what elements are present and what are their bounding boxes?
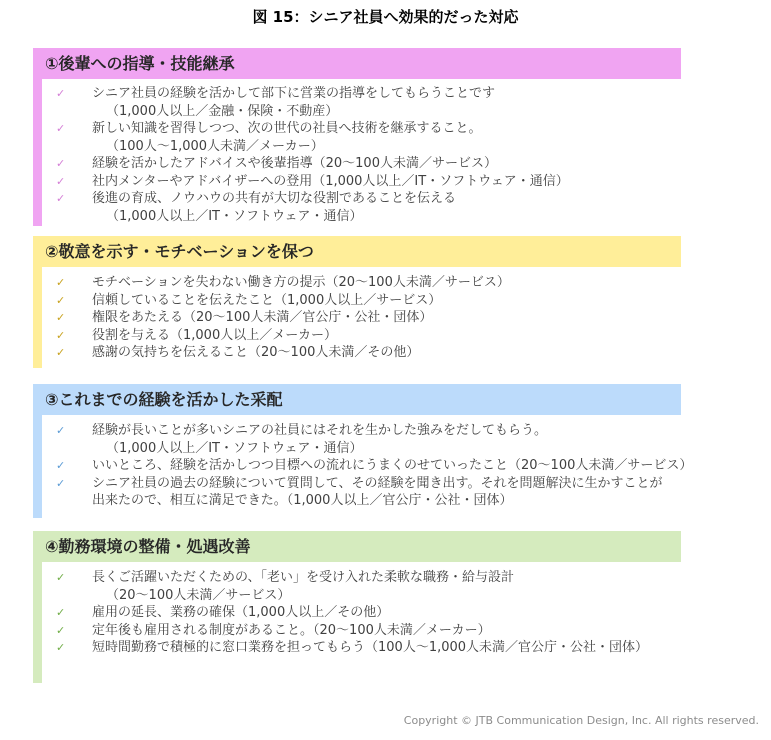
- item-text: モチベーションを失わない働き方の提示（20～100人未満／サービス）: [92, 275, 510, 290]
- list-item: [42, 309, 681, 327]
- section-mentoring: [33, 48, 681, 226]
- checkmark-icon: ✓: [56, 459, 66, 472]
- section-heading: ④勤務環境の整備・処遇改善: [33, 531, 681, 562]
- checkmark-icon: ✓: [56, 157, 66, 170]
- section-leverage-experience: [33, 384, 693, 518]
- item-text: 経験が長いことが多いシニアの社員にはそれを生かした強みをだしてもらう。: [92, 423, 548, 438]
- item-text: 経験を活かしたアドバイスや後輩指導（20～100人未満／サービス）: [92, 156, 497, 171]
- item-list: [42, 85, 681, 225]
- checkmark-icon: ✓: [56, 293, 66, 307]
- list-item: [42, 155, 681, 173]
- section-strip: [33, 267, 42, 368]
- item-detail: （1,000人以上／IT・ソフトウェア・通信）: [106, 440, 363, 456]
- list-item: [42, 274, 681, 292]
- section-heading: ②敬意を示す・モチベーションを保つ: [33, 236, 681, 267]
- section-work-environment: [33, 531, 681, 683]
- list-item: [42, 604, 681, 622]
- checkmark-icon: ✓: [56, 122, 66, 135]
- item-text: 感謝の気持ちを伝えること（20～100人未満／その他）: [92, 345, 420, 360]
- item-text: 権限をあたえる（20～100人未満／官公庁・公社・団体）: [92, 310, 433, 325]
- checkmark-icon: ✓: [56, 328, 66, 342]
- list-item: [42, 85, 681, 120]
- item-text: 短時間勤務で積極的に窓口業務を担ってもらう（100人～1,000人未満／官公庁・公社・団体）: [92, 640, 649, 655]
- item-list: [42, 569, 681, 657]
- checkmark-icon: ✓: [56, 424, 66, 437]
- list-item: [42, 422, 681, 457]
- section-strip: [33, 415, 42, 518]
- list-item: [42, 292, 681, 310]
- item-text: 後進の育成、ノウハウの共有が大切な役割であることを伝える: [92, 191, 457, 206]
- item-text: 雇用の延長、業務の確保（1,000人以上／その他）: [92, 605, 390, 620]
- section-strip: [33, 562, 42, 683]
- list-item: [42, 120, 681, 155]
- checkmark-icon: ✓: [56, 641, 66, 654]
- item-text: 信頼していることを伝えたこと（1,000人以上／サービス）: [92, 292, 442, 308]
- checkmark-icon: ✓: [56, 174, 66, 188]
- copyright-footer: Copyright © JTB Communication Design, Inc. All rights reserved.: [403, 714, 759, 727]
- item-list: [42, 274, 681, 362]
- checkmark-icon: ✓: [56, 623, 66, 637]
- item-text: 役割を与える（1,000人以上／メーカー）: [92, 327, 337, 343]
- list-item: [42, 327, 681, 345]
- item-detail: （1,000人以上／金融・保険・不動産）: [106, 103, 339, 119]
- list-item: [42, 569, 681, 604]
- checkmark-icon: ✓: [56, 476, 66, 490]
- section-heading: ①後輩への指導・技能継承: [33, 48, 681, 79]
- section-heading: ③これまでの経験を活かした采配: [33, 384, 681, 415]
- list-item: [42, 173, 681, 191]
- item-text: 新しい知識を習得しつつ、次の世代の社員へ技術を継承すること。: [92, 121, 482, 136]
- item-detail: （100人～1,000人未満／メーカー）: [106, 138, 324, 154]
- list-item: [42, 639, 681, 657]
- item-text: シニア社員の経験を活かして部下に営業の指導をしてもらうことです: [92, 86, 496, 101]
- item-list: [42, 422, 693, 510]
- section-respect-motivation: [33, 236, 681, 368]
- figure-title: 図 15：シニア社員へ効果的だった対応: [252, 8, 519, 26]
- item-detail: （1,000人以上／IT・ソフトウェア・通信）: [106, 208, 363, 224]
- checkmark-icon: ✓: [56, 87, 66, 100]
- list-item: [42, 457, 693, 475]
- item-text: いいところ、経験を活かしつつ目標への流れにうまくのせていったこと（20～100人未満／サービス）: [92, 458, 693, 473]
- item-text: 社内メンターやアドバイザーへの登用（1,000人以上／IT・ソフトウェア・通信）: [92, 173, 569, 189]
- checkmark-icon: ✓: [56, 571, 66, 584]
- item-text: シニア社員の過去の経験について質問して、その経験を聞き出す。それを問題解決に生かすことが: [92, 475, 663, 491]
- checkmark-icon: ✓: [56, 192, 66, 205]
- item-text: 定年後も雇用される制度があること。（20～100人未満／メーカー）: [92, 622, 491, 638]
- checkmark-icon: ✓: [56, 346, 66, 359]
- checkmark-icon: ✓: [56, 606, 66, 619]
- checkmark-icon: ✓: [56, 311, 66, 324]
- section-strip: [33, 79, 42, 226]
- list-item: [42, 190, 681, 225]
- checkmark-icon: ✓: [56, 276, 66, 289]
- list-item: [42, 622, 681, 640]
- item-detail: （20～100人未満／サービス）: [106, 587, 291, 603]
- list-item: [42, 475, 681, 510]
- item-detail: 出来たので、相互に満足できた。（1,000人以上／官公庁・公社・団体）: [92, 493, 513, 508]
- list-item: [42, 344, 681, 362]
- item-text: 長くご活躍いただくための、「老い」を受け入れた柔軟な職務・給与設計: [92, 570, 514, 585]
